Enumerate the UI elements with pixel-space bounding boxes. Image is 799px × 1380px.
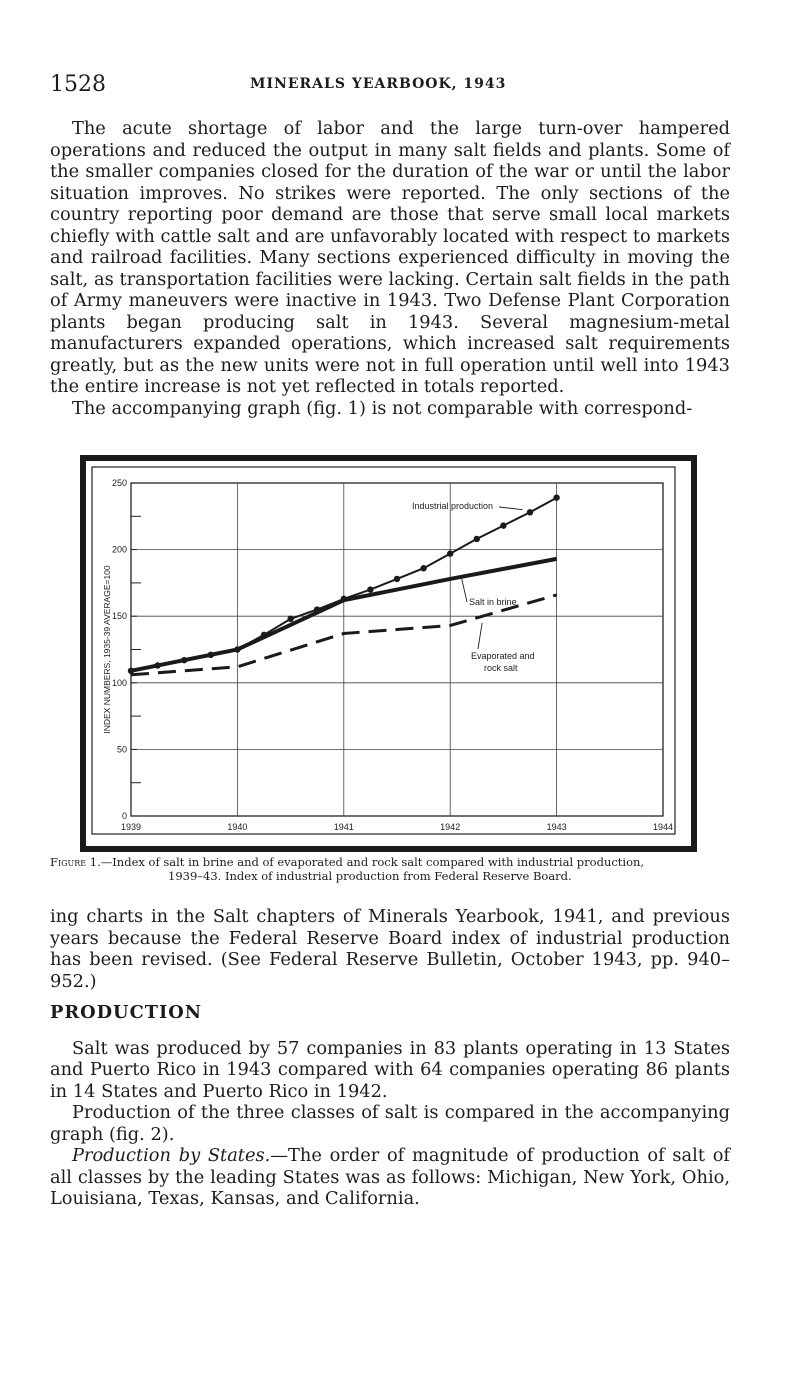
y-tick-label-250: 250 xyxy=(111,478,127,488)
caption-line-1: —Index of salt in brine and of evaporated and rock salt compared with industrial production, xyxy=(100,855,645,869)
x-tick-label-1943: 1943 xyxy=(546,822,567,832)
page-header xyxy=(50,72,730,102)
series-point-0-14 xyxy=(500,522,506,528)
leader-industrial-production xyxy=(499,507,523,510)
y-tick-label-200: 200 xyxy=(111,544,127,555)
annotation-evaporated-line2: rock salt xyxy=(484,663,518,673)
page-number: 1528 xyxy=(50,72,106,97)
caption-lead: Figure 1. xyxy=(50,855,101,869)
annotation-evaporated-line1: Evaporated and xyxy=(471,651,535,661)
paragraph-three-classes: Production of the three classes of salt is compared in the accompanying graph (fig. 2). xyxy=(50,1102,730,1145)
section-heading-production: PRODUCTION xyxy=(50,1002,203,1023)
series-point-0-12 xyxy=(447,550,453,556)
paragraph-graph-intro: The accompanying graph (fig. 1) is not comparable with correspond- xyxy=(72,397,693,419)
x-tick-label-1940: 1940 xyxy=(227,822,248,832)
body-text-top xyxy=(50,118,730,419)
figure-1-frame xyxy=(80,455,697,852)
x-tick-label-1941: 1941 xyxy=(333,822,354,832)
y-tick-label-0: 0 xyxy=(121,811,127,821)
figure-caption xyxy=(50,855,730,883)
series-point-0-13 xyxy=(474,536,480,542)
body-text-bottom xyxy=(50,906,730,1210)
x-tick-label-1939: 1939 xyxy=(120,822,142,832)
leader-salt-in-brine xyxy=(461,575,467,602)
series-point-0-11 xyxy=(420,565,426,571)
y-tick-label-100: 100 xyxy=(111,677,127,688)
annotation-industrial-production: Industrial production xyxy=(412,501,494,511)
running-title: MINERALS YEARBOOK, 1943 xyxy=(250,76,507,92)
series-point-0-6 xyxy=(287,616,293,622)
series-point-0-15 xyxy=(527,509,533,515)
paragraph-graph-intro-cont: ing charts in the Salt chapters of Minerals Yearbook, 1941, and previous years because the Federal Reserve Board index of industrial production has been revised. (See Federal Reserve Bulletin, October 1943, pp. 940–952.) xyxy=(50,906,730,992)
figure-inner-border xyxy=(92,467,675,834)
figure-1-chart xyxy=(86,461,691,846)
caption-line-2: 1939–43. Index of industrial production from Federal Reserve Board. xyxy=(168,869,572,883)
paragraph-labor-shortage: The acute shortage of labor and the large turn-over hampered operations and reduced the output in many salt fields and plants. Some of the smaller companies closed for the duration of the war or until the labor situation improves. No strikes were reported. The only sections of the country reporting poor demand are those that serve small local markets chiefly with cattle salt and are unfavorably located with respect to markets and railroad facilities. Many sections experienced difficulty in moving the salt, as transportation facilities were lacking. Certain salt fields in the path of Army maneuvers were inactive in 1943. Two Defense Plant Corporation plants began producing salt in 1943. Several magnesium-metal manufacturers expanded operations, which increased salt requirements greatly, but as the new units were not in full operation until well into 1943 the entire increase is not yet reflected in totals reported. xyxy=(50,118,730,397)
leader-evaporated xyxy=(478,623,482,649)
series-point-0-9 xyxy=(367,586,373,592)
by-states-label: Production by States. xyxy=(72,1145,271,1166)
by-states-text: —The order of magnitude of production of salt of all classes by the leading States was as follows: Michigan, New York, Ohio, Louisiana, Texas, Kansas, and California. xyxy=(50,1145,730,1209)
series-point-0-10 xyxy=(394,576,400,582)
annotation-salt-in-brine: Salt in brine xyxy=(469,597,517,607)
x-tick-label-1942: 1942 xyxy=(440,822,461,832)
plot-frame xyxy=(131,483,663,816)
y-tick-label-150: 150 xyxy=(111,611,127,622)
series-point-0-16 xyxy=(553,494,559,500)
y-axis-label: INDEX NUMBERS, 1935-39 AVERAGE=100 xyxy=(102,565,112,734)
x-tick-label-1944: 1944 xyxy=(652,822,674,832)
paragraph-companies: Salt was produced by 57 companies in 83 plants operating in 13 States and Puerto Rico in 1943 compared with 64 companies operating 86 plants in 14 States and Puerto Rico in 1942. xyxy=(50,1037,730,1102)
paragraph-by-states xyxy=(50,1145,730,1210)
y-tick-label-50: 50 xyxy=(116,744,127,755)
